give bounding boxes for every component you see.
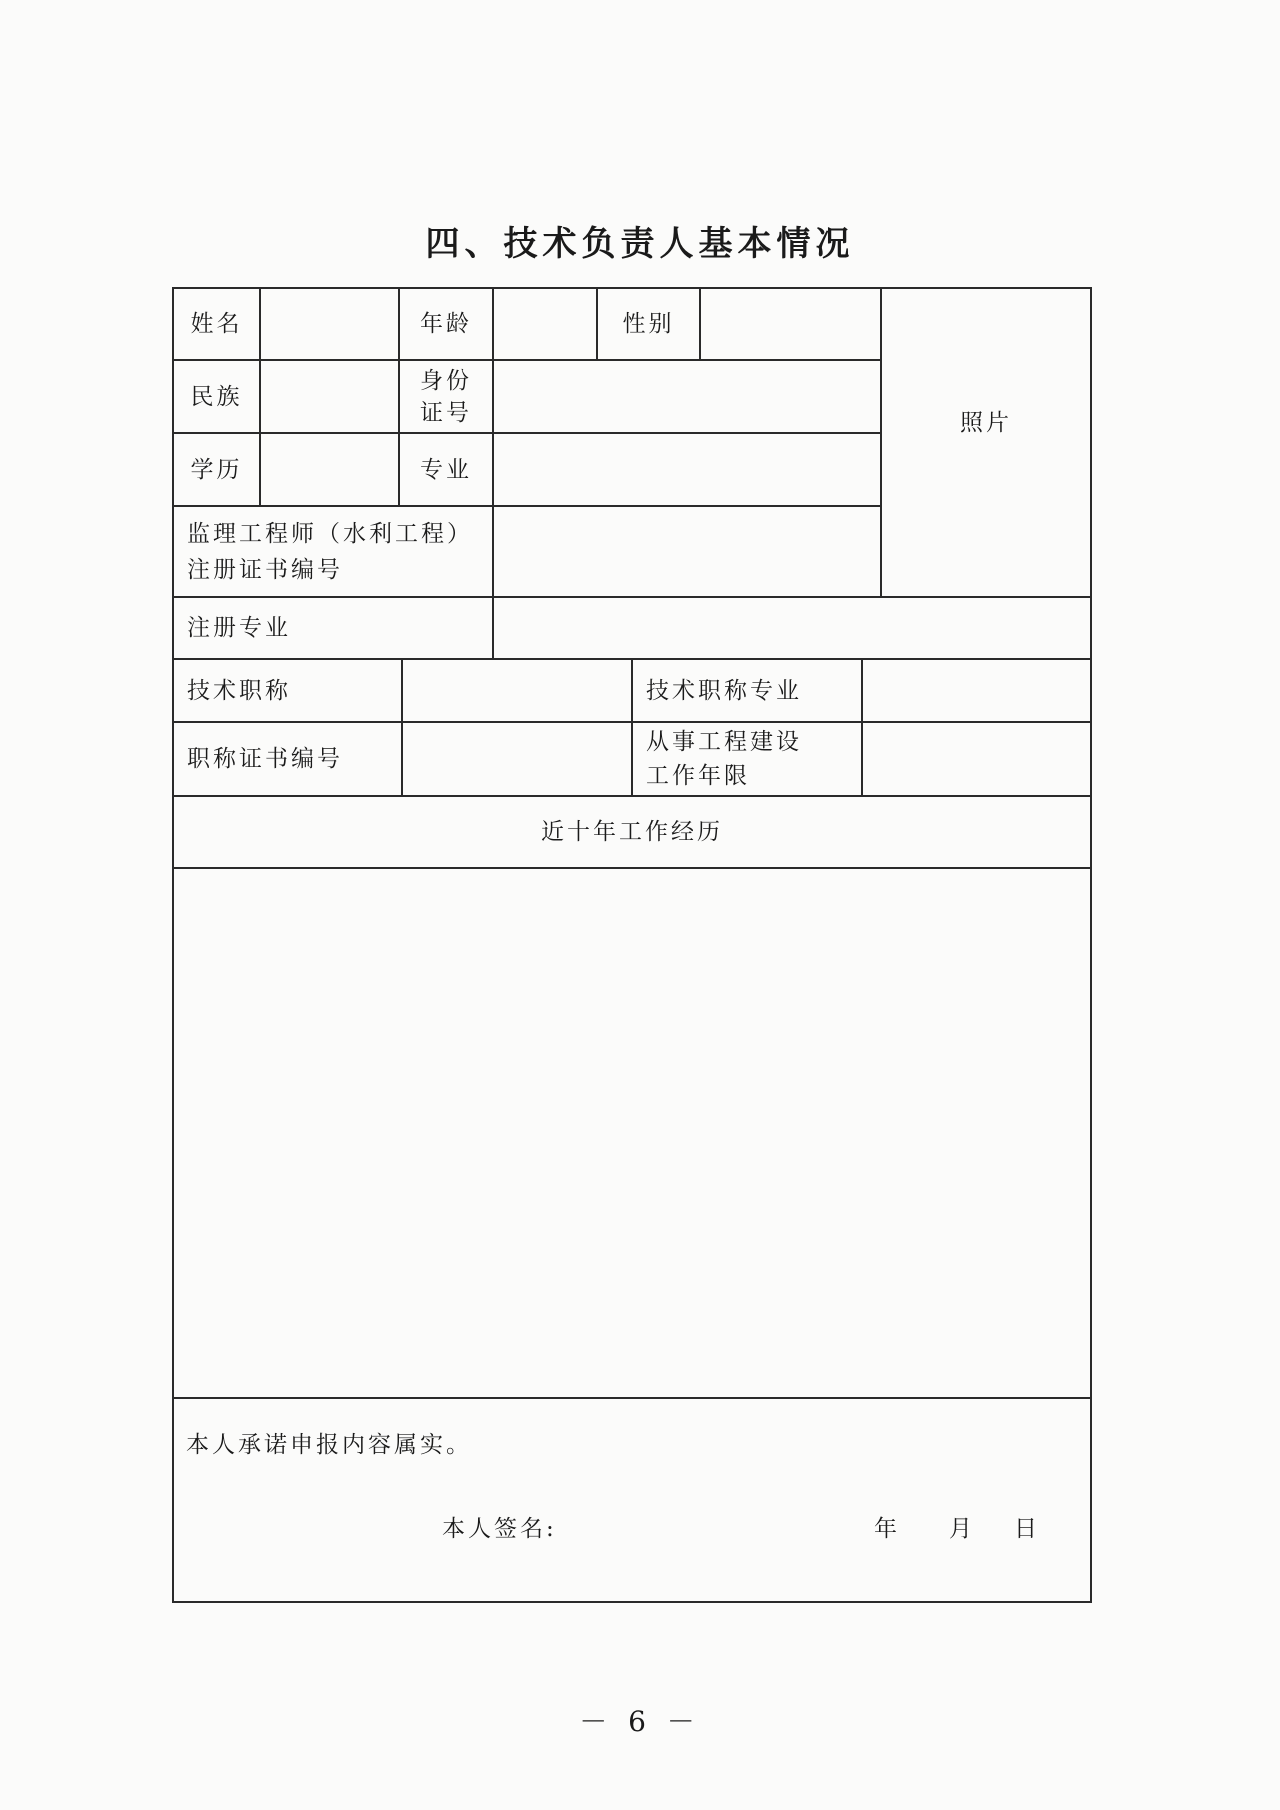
cert-number-field[interactable] <box>494 507 880 596</box>
education-field[interactable] <box>261 434 398 505</box>
date-month-label: 月 <box>949 1516 975 1542</box>
name-field[interactable] <box>261 289 398 359</box>
page-number: － 6 － <box>579 1705 701 1738</box>
tech-title-major-label: 技术职称专业 <box>646 677 802 704</box>
ethnicity-field[interactable] <box>261 361 398 432</box>
education-label: 学历 <box>190 456 243 483</box>
tech-title-label: 技术职称 <box>187 677 291 704</box>
id-number-label: 身份 证号 <box>420 367 472 426</box>
signature-label: 本人签名: <box>442 1516 557 1542</box>
name-label: 姓名 <box>190 311 243 337</box>
gender-label: 性别 <box>622 311 675 337</box>
pledge-text: 本人承诺申报内容属实。 <box>186 1432 472 1458</box>
age-label: 年龄 <box>420 311 472 337</box>
ethnicity-label: 民族 <box>190 383 243 410</box>
info-form-table <box>172 287 1092 1603</box>
signature-field[interactable] <box>562 1509 862 1549</box>
page-title: 四、技术负责人基本情况 <box>425 224 855 264</box>
photo-box[interactable]: 照片 <box>960 409 1012 436</box>
title-cert-number-field[interactable] <box>403 723 631 795</box>
major-field[interactable] <box>494 434 880 505</box>
registered-major-label: 注册专业 <box>187 615 291 641</box>
registered-major-field[interactable] <box>494 598 1090 658</box>
gender-field[interactable] <box>701 289 880 359</box>
date-year-label: 年 <box>874 1516 900 1542</box>
experience-field[interactable] <box>174 869 1090 1397</box>
tech-title-field[interactable] <box>403 660 631 721</box>
date-day-label: 日 <box>1014 1516 1040 1542</box>
tech-title-major-field[interactable] <box>863 660 1090 721</box>
title-cert-number-label: 职称证书编号 <box>187 746 343 772</box>
cert-number-label: 监理工程师（水利工程） 注册证书编号 <box>187 520 473 583</box>
work-years-field[interactable] <box>863 723 1090 795</box>
major-label: 专业 <box>420 456 472 483</box>
experience-header: 近十年工作经历 <box>541 819 723 845</box>
id-number-field[interactable] <box>494 361 880 432</box>
age-field[interactable] <box>494 289 596 359</box>
work-years-label: 从事工程建设 工作年限 <box>646 729 802 789</box>
